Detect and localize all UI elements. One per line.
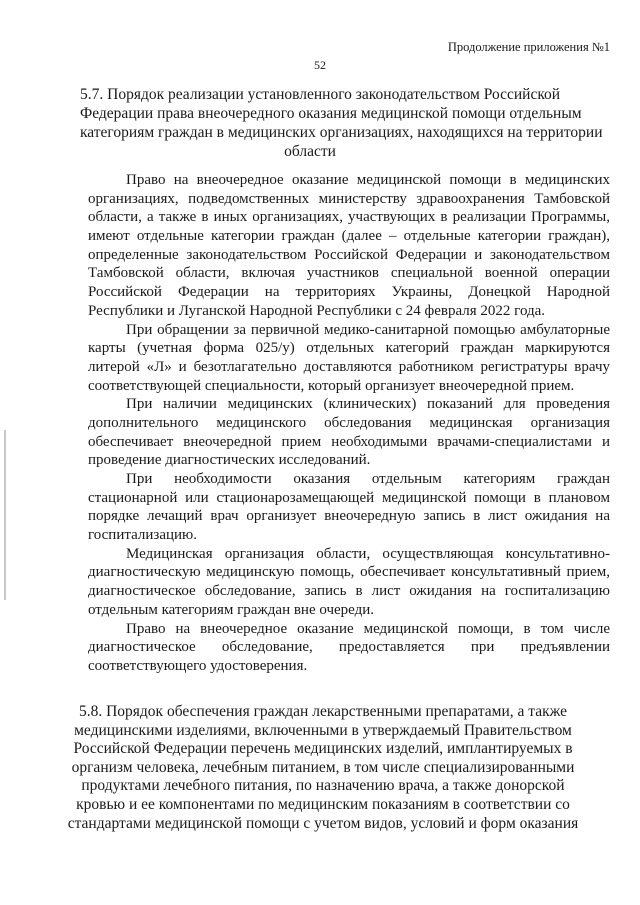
- text-line: области, а также в иных организациях, участвующих в реализации Программы,: [88, 209, 610, 226]
- paragraph: [88, 545, 610, 620]
- text-line: литерой «Л» и безотлагательно доставляются работником регистратуры врачу: [88, 358, 610, 375]
- paragraph: [88, 470, 610, 545]
- title-line: области: [284, 143, 336, 160]
- text-line: госпитализацию.: [88, 527, 197, 544]
- paragraph: [88, 321, 610, 396]
- text-line: соответствующего удостоверения.: [88, 657, 308, 674]
- text-line: организациях, подведомственных министерству здравоохранения Тамбовской: [88, 190, 610, 207]
- text-line: проведение диагностических исследований.: [88, 452, 371, 469]
- text-line: Тамбовской области, включая участников специальной военной операции: [88, 265, 610, 282]
- text-line: дополнительного медицинского обследования медицинская организация: [88, 414, 610, 431]
- text-line: При наличии медицинских (клинических) показаний для проведения: [126, 396, 610, 413]
- section-5-7-title: [80, 85, 603, 161]
- text-line: диагностическую медицинскую помощь, обеспечивает консультативный прием,: [88, 564, 610, 581]
- title-line: 5.8. Порядок обеспечения граждан лекарственными препаратами, а также: [78, 703, 568, 720]
- title-line: медицинскими изделиями, включенными в утверждаемый Правительством: [74, 721, 572, 739]
- text-line: обеспечивает внеочередной прием необходимыми врачами-специалистами и: [88, 433, 610, 450]
- text-line: порядке лечащий врач организует внеочередную запись в лист ожидания на: [88, 508, 610, 525]
- title-line: организм человека, лечебным питанием, в том числе специализированными: [71, 758, 575, 776]
- paragraph: [88, 395, 610, 470]
- title-line: кровью и ее компонентами по медицинским показаниям в соответствии со: [76, 795, 570, 813]
- paragraph: [88, 620, 610, 676]
- text-line: При необходимости оказания отдельным категориям граждан: [126, 471, 610, 487]
- text-line: Право на внеочередное оказание медицинской помощи в медицинских: [126, 172, 610, 188]
- section-5-8-title: [58, 703, 588, 833]
- title-line: Федерации права внеочередного оказания медицинской помощи отдельным: [80, 105, 582, 122]
- text-line: соответствующей специальности, который организует внеочередной прием.: [88, 377, 575, 394]
- title-line: продуктами лечебного питания, по назначению врача, а также донорской: [81, 777, 565, 795]
- text-line: При обращении за первичной медико-санитарной помощью амбулаторные: [126, 321, 610, 338]
- text-line: отдельным категориям граждан вне очереди.: [88, 601, 375, 618]
- title-line: стандартами медицинской помощи с учетом видов, условий и форм оказания: [67, 814, 579, 832]
- page-number: 52: [314, 58, 326, 72]
- text-line: Российской Федерации на территориях Украины, Донецкой Народной: [88, 284, 610, 301]
- text-line: определенные законодательством Российской Федерации и законодательством: [88, 246, 610, 263]
- text-line: диагностическое обследование, предоставляется при предъявлении: [88, 639, 610, 656]
- text-line: диагностическое обследование, запись в лист ожидания на госпитализацию: [88, 583, 610, 600]
- title-line: Российской Федерации перечень медицинских изделий, имплантируемых в: [73, 740, 573, 758]
- paragraph: [88, 171, 610, 321]
- text-line: Право на внеочередное оказание медицинской помощи, в том числе: [126, 620, 610, 637]
- title-line: 5.7. Порядок реализации установленного законодательством Российской: [80, 86, 561, 103]
- text-line: имеют отдельные категории граждан (далее – отдельные категории граждан),: [88, 228, 610, 245]
- section-5-7-body: [88, 171, 610, 676]
- text-line: Республики и Луганской Народной Республики с 24 февраля 2022 года.: [88, 302, 546, 319]
- appendix-continuation-note: Продолжение приложения №1: [447, 40, 610, 54]
- title-line: категориям граждан в медицинских организациях, находящихся на территории: [80, 124, 603, 141]
- text-line: карты (учетная форма 025/у) отдельных категорий граждан маркируются: [88, 340, 610, 357]
- text-line: Медицинская организация области, осуществляющая консультативно-: [126, 545, 610, 562]
- text-line: стационарной или стационарозамещающей медицинской помощи в плановом: [88, 489, 610, 506]
- scan-margin-mark: [4, 430, 6, 600]
